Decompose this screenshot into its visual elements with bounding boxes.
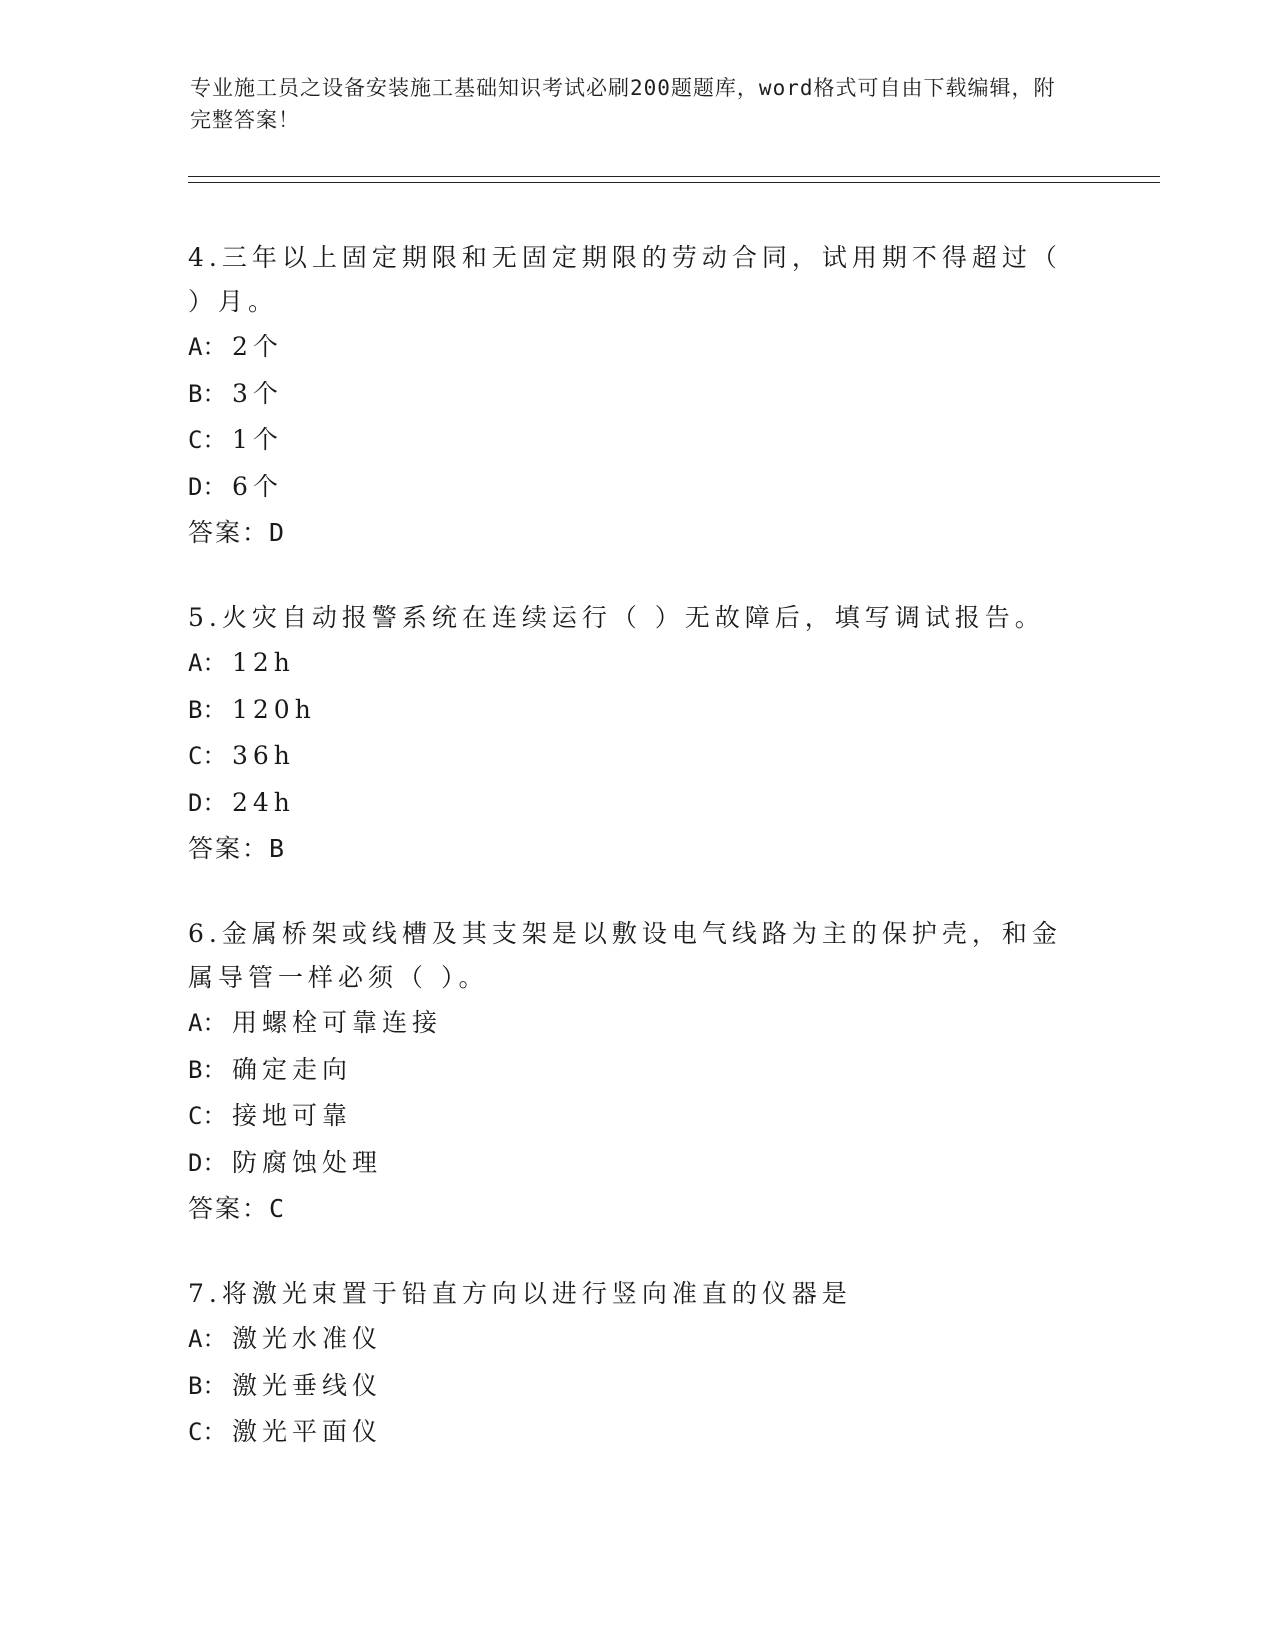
- option-letter: B：: [188, 1055, 227, 1084]
- option-letter: A：: [188, 333, 227, 361]
- question-item: [188, 236, 1088, 556]
- option-letter: B：: [188, 1371, 227, 1400]
- question-text: 4.三年以上固定期限和无固定期限的劳动合同，试用期不得超过（ ）月。: [188, 243, 1062, 316]
- option-c: [188, 1093, 1088, 1140]
- option-b: [188, 687, 1088, 734]
- option-letter: A：: [188, 649, 227, 677]
- option-a: [188, 1316, 1088, 1363]
- option-b: [188, 371, 1088, 418]
- option-letter: D：: [188, 788, 227, 817]
- option-a: [188, 324, 1088, 371]
- question-item: [188, 912, 1088, 1232]
- answer-line: 答案：B: [188, 834, 287, 863]
- option-letter: D：: [188, 1148, 227, 1177]
- option-d: [188, 1140, 1088, 1187]
- question-text: 6.金属桥架或线槽及其支架是以敷设电气线路为主的保护壳，和金属导管一样必须（ ）。: [188, 919, 1062, 992]
- question-item: [188, 1272, 1088, 1456]
- option-text: 确定走向: [232, 1054, 353, 1084]
- option-letter: C：: [188, 426, 227, 454]
- option-text: 用螺栓可靠连接: [232, 1008, 443, 1037]
- option-text: 接地可靠: [232, 1101, 353, 1130]
- question-item: [188, 596, 1088, 872]
- option-letter: A：: [188, 1325, 227, 1353]
- option-letter: C：: [188, 1102, 227, 1130]
- option-b: [188, 1047, 1088, 1094]
- option-d: [188, 780, 1088, 827]
- option-text: 3个: [232, 378, 283, 408]
- answer-line: 答案：D: [188, 518, 287, 547]
- option-text: 24h: [232, 787, 295, 817]
- option-a: [188, 1000, 1088, 1047]
- option-d: [188, 464, 1088, 511]
- option-b: [188, 1363, 1088, 1410]
- option-c: [188, 733, 1088, 780]
- option-text: 12h: [232, 648, 295, 677]
- option-letter: C：: [188, 742, 227, 770]
- option-letter: C：: [188, 1418, 227, 1446]
- header-divider-bottom: [188, 182, 1160, 183]
- document-header: 专业施工员之设备安装施工基础知识考试必刷200题题库，word格式可自由下载编辑，附完整答案！: [190, 76, 1056, 132]
- option-text: 激光平面仪: [232, 1417, 383, 1446]
- answer-line: 答案：C: [188, 1194, 287, 1223]
- question-text: 7.将激光束置于铅直方向以进行竖向准直的仪器是: [188, 1279, 852, 1308]
- option-text: 120h: [232, 694, 316, 724]
- option-text: 1个: [232, 425, 283, 454]
- question-text: 5.火灾自动报警系统在连续运行（ ）无故障后，填写调试报告。: [188, 603, 1045, 632]
- option-text: 6个: [232, 471, 283, 501]
- option-text: 36h: [232, 741, 295, 770]
- option-letter: A：: [188, 1009, 227, 1037]
- option-a: [188, 640, 1088, 687]
- option-text: 激光垂线仪: [232, 1370, 383, 1400]
- option-letter: D：: [188, 472, 227, 501]
- header-divider-top: [188, 176, 1160, 177]
- option-letter: B：: [188, 379, 227, 408]
- option-text: 激光水准仪: [232, 1324, 383, 1353]
- option-c: [188, 1409, 1088, 1456]
- option-text: 防腐蚀处理: [232, 1147, 383, 1177]
- option-letter: B：: [188, 695, 227, 724]
- option-c: [188, 417, 1088, 464]
- question-list: [188, 236, 1088, 1496]
- option-text: 2个: [232, 332, 283, 361]
